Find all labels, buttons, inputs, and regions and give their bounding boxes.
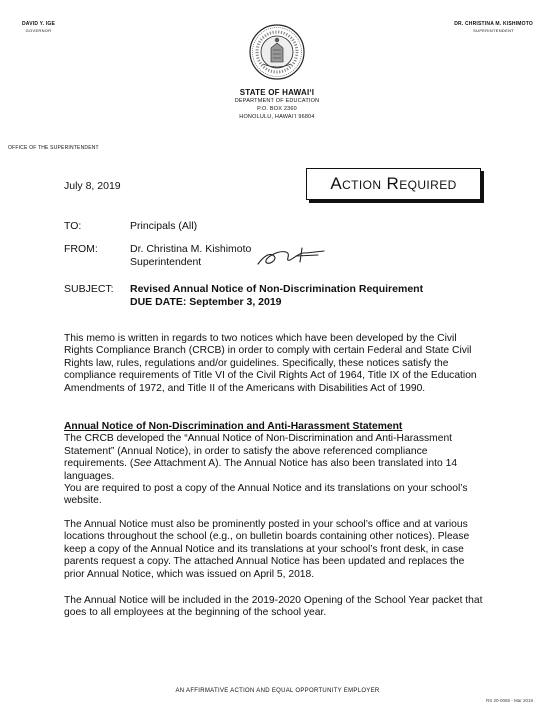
from-label: FROM: <box>64 243 98 255</box>
subject-line-2: DUE DATE: September 3, 2019 <box>130 296 282 308</box>
from-name: Dr. Christina M. Kishimoto <box>130 243 252 255</box>
footer-eeo: AN AFFIRMATIVE ACTION AND EQUAL OPPORTUNITY EMPLOYER <box>175 688 380 694</box>
from-value <box>130 243 251 269</box>
state-name: STATE OF HAWAI‘I <box>239 88 315 97</box>
state-seal-icon <box>249 24 305 80</box>
department-name: DEPARTMENT OF EDUCATION <box>234 98 320 104</box>
governor-title: GOVERNOR <box>25 28 52 33</box>
governor-name: DAVID Y. IGE <box>22 21 56 27</box>
intro-paragraph: This memo is written in regards to two notices which have been developed by the Civil Rights Compliance Branch (CRCB) in order to comply with certain Federal and State Civil Rights law, rules, regulations and/or guidelines. Specifically, these notices satisfy the compliance requirements of Title VI of the Civil Rights Act of 1964, Title IX of the Education Amendments of 1972, and Title II of the Americans with Disabilities Act of 1990. <box>64 333 477 394</box>
annual-notice-section <box>64 421 484 508</box>
posting-paragraph: The Annual Notice must also be prominently posted in your school’s office and at various locations throughout the school (e.g., on bulletin boards containing other notices). Please keep a copy of the Annual Notice and its translations at your school’s front desk, in case parents request a copy. The attached Annual Notice has been updated and replaces the prior Annual Notice, which was issued on April 5, 2018. <box>64 519 470 580</box>
superintendent-title: SUPERINTENDENT <box>473 28 515 33</box>
subject-line-1: Revised Annual Notice of Non-Discrimination Requirement <box>130 283 424 295</box>
form-code: RS 20-0065 - Mar 2019 <box>485 698 533 702</box>
subject-value <box>130 283 423 309</box>
to-row <box>64 220 197 233</box>
office-label: OFFICE OF THE SUPERINTENDENT <box>8 145 99 151</box>
memo-date: July 8, 2019 <box>64 180 121 192</box>
superintendent-block <box>454 21 533 34</box>
subject-row <box>64 283 423 309</box>
from-row <box>64 243 251 269</box>
governor-block <box>22 21 55 34</box>
website-paragraph: You are required to post a copy of the Annual Notice and its translations on your school’s website. <box>64 483 468 507</box>
city-line: HONOLULU, HAWAI‘I 96804 <box>239 114 315 120</box>
to-value: Principals (All) <box>130 220 198 232</box>
agency-address <box>177 88 377 121</box>
from-title: Superintendent <box>130 256 202 268</box>
packet-paragraph: The Annual Notice will be included in the 2019-2020 Opening of the School Year packet that goes to all employees at the beginning of the school year. <box>64 595 483 619</box>
subject-label: SUBJECT: <box>64 283 114 295</box>
po-box: P.O. BOX 2360 <box>257 106 297 112</box>
action-required-box <box>306 168 481 200</box>
signature-mark <box>256 242 328 270</box>
section-paragraph: The CRCB developed the “Annual Notice of Non-Discrimination and Anti-Harassment Statement” (Annual Notice), in order to satisfy the above referenced compliance requirements. (See Attachment A). The Annual Notice has also been translated into 14 languages. <box>64 433 458 482</box>
action-required-label: Action Required <box>330 174 457 193</box>
section-heading: Annual Notice of Non-Discrimination and Anti-Harassment Statement <box>64 421 403 432</box>
to-label: TO: <box>64 220 82 232</box>
superintendent-name: DR. CHRISTINA M. KISHIMOTO <box>454 21 533 27</box>
